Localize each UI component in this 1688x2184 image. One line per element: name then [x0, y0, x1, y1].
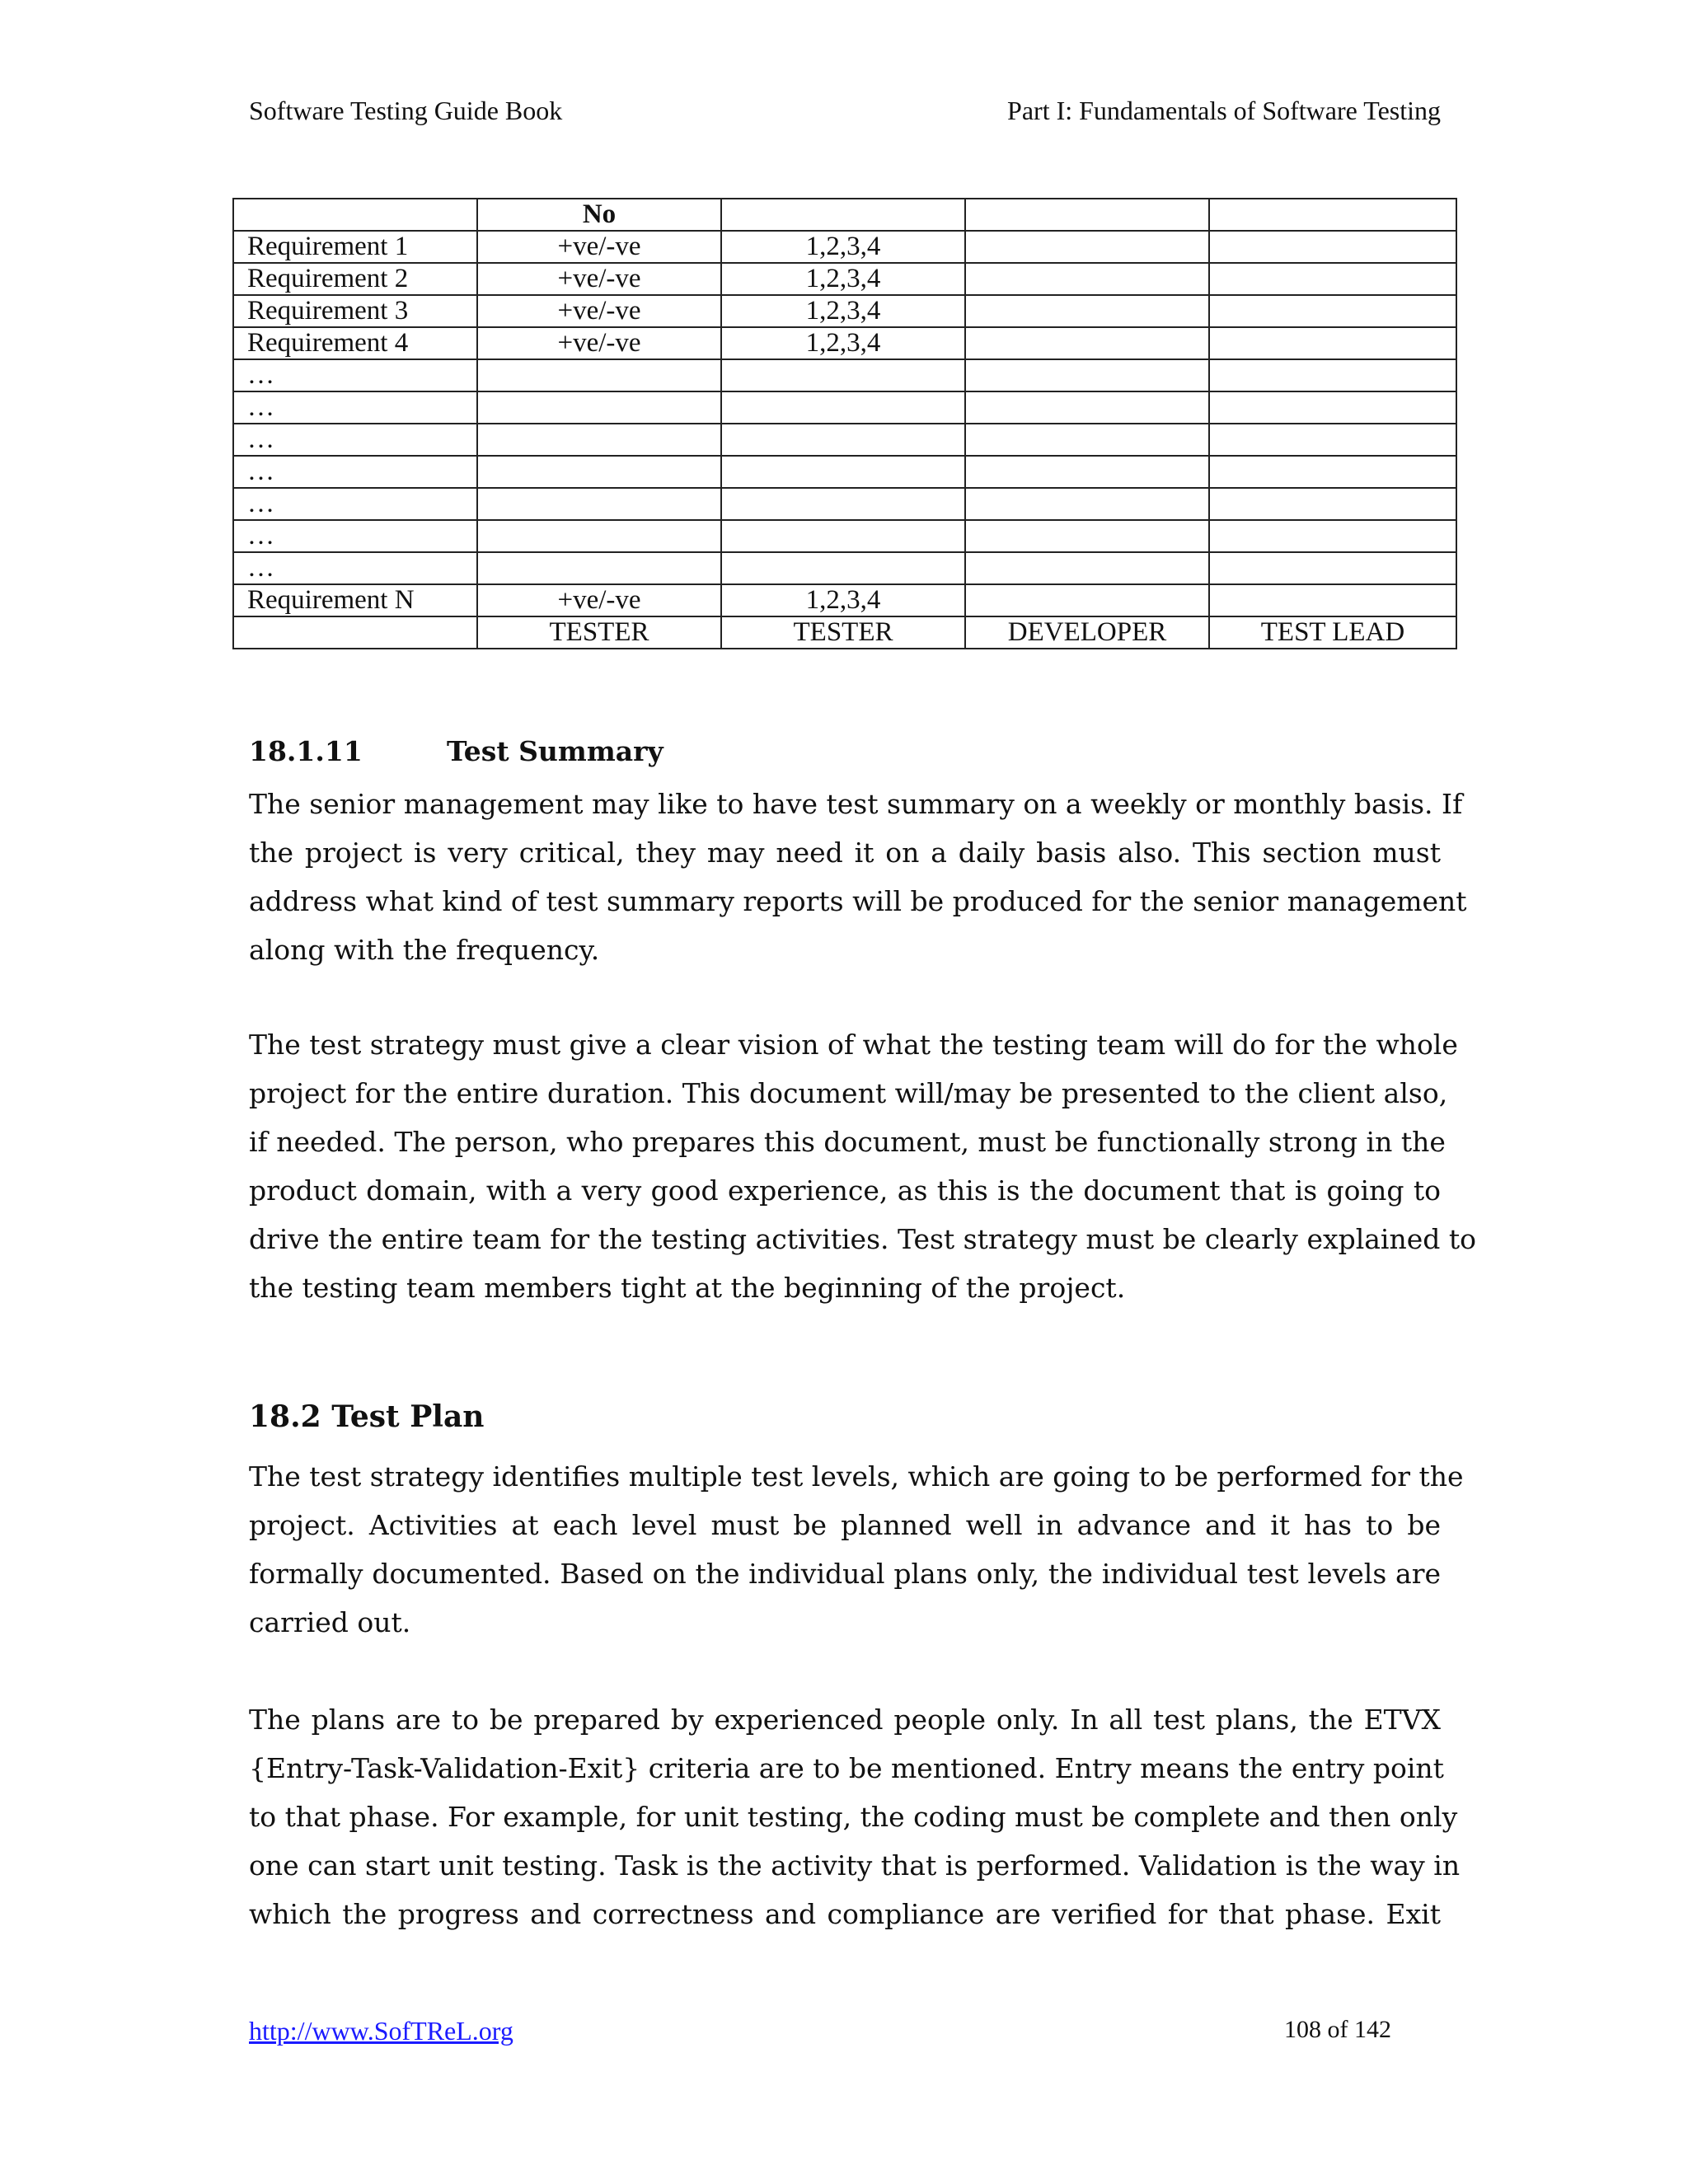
paragraph-line: project. Activities at each level must be planned well in advance and it has to be — [249, 1509, 1441, 1541]
page-header — [249, 96, 1441, 135]
paragraph-line: the testing team members tight at the beginning of the project. — [249, 1272, 1126, 1304]
table-cell — [965, 424, 1209, 456]
table-row — [233, 456, 1456, 488]
table-cell: Requirement 4 — [233, 327, 477, 359]
table-cell: Requirement 1 — [233, 231, 477, 263]
section-number: 18.1.11 — [249, 735, 363, 767]
table-cell — [477, 520, 721, 552]
table-cell — [477, 488, 721, 520]
table-cell — [965, 520, 1209, 552]
table-cell — [1209, 231, 1456, 263]
table-cell — [1209, 520, 1456, 552]
table-cell — [965, 199, 1209, 231]
table-cell: +ve/-ve — [477, 327, 721, 359]
table-cell: 1,2,3,4 — [721, 295, 965, 327]
table-cell — [1209, 263, 1456, 295]
table-cell: TESTER — [721, 616, 965, 649]
table-cell: 1,2,3,4 — [721, 231, 965, 263]
paragraph-line: {Entry-Task-Validation-Exit} criteria are to be mentioned. Entry means the entry point — [249, 1752, 1444, 1784]
test-plan-paragraph-2 — [249, 1695, 1461, 1938]
table-cell — [477, 456, 721, 488]
test-plan-paragraph-1 — [249, 1452, 1464, 1647]
table-cell — [965, 584, 1209, 616]
table-cell — [721, 520, 965, 552]
section-heading-test-plan: 18.2 Test Plan — [249, 1399, 485, 1434]
test-summary-paragraph-2 — [249, 1020, 1477, 1312]
table-cell — [1209, 552, 1456, 584]
page-footer — [249, 2016, 1391, 2052]
table-cell — [965, 359, 1209, 391]
table-row — [233, 263, 1456, 295]
paragraph-line: to that phase. For example, for unit testing, the coding must be complete and then only — [249, 1801, 1458, 1833]
page-number: 108 of 142 — [1284, 2016, 1391, 2043]
table-cell — [965, 456, 1209, 488]
paragraph-line: one can start unit testing. Task is the activity that is performed. Validation is the way in — [249, 1849, 1461, 1882]
table-row — [233, 295, 1456, 327]
table-cell: … — [233, 456, 477, 488]
table-cell: Requirement 2 — [233, 263, 477, 295]
paragraph-line: The senior management may like to have test summary on a weekly or monthly basis. If — [249, 788, 1463, 820]
paragraph-line: project for the entire duration. This document will/may be presented to the client also, — [249, 1077, 1448, 1109]
table-cell: 1,2,3,4 — [721, 584, 965, 616]
requirements-table-body — [233, 199, 1456, 649]
paragraph-line: The test strategy identifies multiple test levels, which are going to be performed for the — [249, 1460, 1464, 1493]
table-cell — [1209, 488, 1456, 520]
table-cell — [721, 199, 965, 231]
table-cell — [477, 359, 721, 391]
test-summary-paragraph-1 — [249, 780, 1467, 974]
table-row — [233, 552, 1456, 584]
table-cell — [721, 488, 965, 520]
table-cell — [477, 424, 721, 456]
table-row — [233, 359, 1456, 391]
table-cell: DEVELOPER — [965, 616, 1209, 649]
table-row — [233, 424, 1456, 456]
table-cell — [965, 327, 1209, 359]
table-row — [233, 231, 1456, 263]
table-cell — [965, 391, 1209, 424]
requirements-table — [232, 198, 1457, 649]
table-cell — [721, 391, 965, 424]
table-row — [233, 391, 1456, 424]
table-cell: TEST LEAD — [1209, 616, 1456, 649]
table-cell: +ve/-ve — [477, 584, 721, 616]
table-cell: … — [233, 552, 477, 584]
table-cell: … — [233, 520, 477, 552]
table-cell: TESTER — [477, 616, 721, 649]
paragraph-line: along with the frequency. — [249, 934, 600, 966]
table-cell: 1,2,3,4 — [721, 263, 965, 295]
table-cell — [965, 552, 1209, 584]
table-row — [233, 584, 1456, 616]
table-row — [233, 488, 1456, 520]
table-cell: … — [233, 488, 477, 520]
table-row — [233, 520, 1456, 552]
table-cell — [721, 552, 965, 584]
table-cell: Requirement N — [233, 584, 477, 616]
paragraph-line: formally documented. Based on the individual plans only, the individual test levels are — [249, 1558, 1441, 1590]
table-cell — [1209, 584, 1456, 616]
table-cell — [965, 488, 1209, 520]
table-cell — [477, 552, 721, 584]
paragraph-line: which the progress and correctness and compliance are verified for that phase. Exit — [249, 1898, 1441, 1930]
table-cell — [965, 295, 1209, 327]
footer-website-link[interactable]: http://www.SofTReL.org — [249, 2016, 513, 2046]
table-cell: +ve/-ve — [477, 263, 721, 295]
table-cell — [965, 231, 1209, 263]
table-cell — [1209, 424, 1456, 456]
table-cell: No — [477, 199, 721, 231]
table-cell — [233, 616, 477, 649]
table-cell — [1209, 359, 1456, 391]
table-cell: 1,2,3,4 — [721, 327, 965, 359]
table-cell — [477, 391, 721, 424]
table-row — [233, 327, 1456, 359]
table-header-row — [233, 199, 1456, 231]
paragraph-line: address what kind of test summary reports will be produced for the senior management — [249, 885, 1467, 917]
section-heading-test-summary — [249, 735, 663, 767]
paragraph-line: the project is very critical, they may need it on a daily basis also. This section must — [249, 837, 1441, 869]
header-part-title: Part I: Fundamentals of Software Testing — [1007, 96, 1441, 125]
table-cell: +ve/-ve — [477, 231, 721, 263]
header-book-title: Software Testing Guide Book — [249, 96, 563, 125]
table-cell — [1209, 295, 1456, 327]
paragraph-line: The plans are to be prepared by experienced people only. In all test plans, the ETVX — [249, 1704, 1441, 1736]
table-cell: +ve/-ve — [477, 295, 721, 327]
table-cell — [1209, 456, 1456, 488]
table-row — [233, 616, 1456, 649]
table-cell — [721, 359, 965, 391]
paragraph-line: product domain, with a very good experience, as this is the document that is going to — [249, 1174, 1441, 1207]
table-cell — [965, 263, 1209, 295]
table-cell — [721, 424, 965, 456]
table-cell — [1209, 199, 1456, 231]
table-cell — [1209, 391, 1456, 424]
table-cell — [1209, 327, 1456, 359]
table-cell: Requirement 3 — [233, 295, 477, 327]
paragraph-line: drive the entire team for the testing activities. Test strategy must be clearly explained to — [249, 1223, 1477, 1255]
table-cell — [721, 456, 965, 488]
table-cell: … — [233, 391, 477, 424]
table-cell: … — [233, 359, 477, 391]
paragraph-line: if needed. The person, who prepares this document, must be functionally strong in the — [249, 1126, 1446, 1158]
table-cell: … — [233, 424, 477, 456]
table-cell — [233, 199, 477, 231]
paragraph-line: The test strategy must give a clear vision of what the testing team will do for the whole — [249, 1029, 1458, 1061]
paragraph-line: carried out. — [249, 1606, 411, 1638]
section-title: Test Summary — [447, 735, 663, 767]
